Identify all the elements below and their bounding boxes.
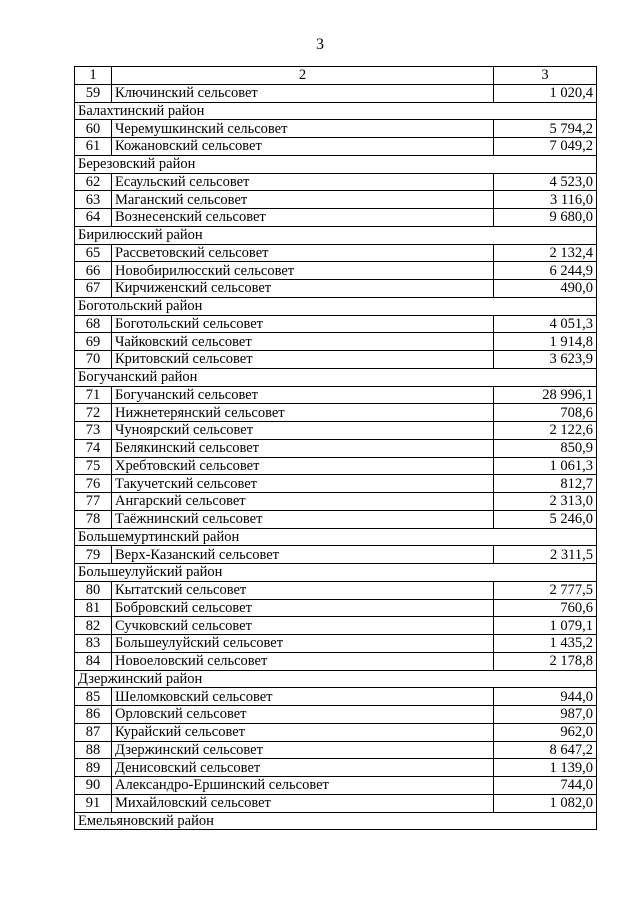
settlement-name: Дзержинский сельсовет — [112, 741, 494, 759]
amount-value: 2 122,6 — [494, 422, 597, 440]
table-row — [75, 759, 597, 777]
settlement-name: Кожановский сельсовет — [112, 138, 494, 156]
table-row — [75, 404, 597, 422]
row-number: 79 — [75, 546, 112, 564]
row-number: 89 — [75, 759, 112, 777]
settlement-name: Рассветовский сельсовет — [112, 244, 494, 262]
region-row — [75, 102, 597, 120]
row-number: 71 — [75, 386, 112, 404]
region-row — [75, 368, 597, 386]
amount-value: 2 132,4 — [494, 244, 597, 262]
table-row — [75, 351, 597, 369]
amount-value: 2 178,8 — [494, 652, 597, 670]
settlement-name: Новоеловский сельсовет — [112, 652, 494, 670]
amount-value: 9 680,0 — [494, 209, 597, 227]
table-row — [75, 741, 597, 759]
row-number: 67 — [75, 280, 112, 298]
row-number: 70 — [75, 351, 112, 369]
table-row — [75, 546, 597, 564]
amount-value: 2 777,5 — [494, 581, 597, 599]
table-row — [75, 510, 597, 528]
table-row — [75, 173, 597, 191]
settlement-name: Есаульский сельсовет — [112, 173, 494, 191]
settlement-name: Ангарский сельсовет — [112, 493, 494, 511]
settlement-name: Курайский сельсовет — [112, 723, 494, 741]
column-header-1: 1 — [75, 67, 112, 85]
amount-value: 1 139,0 — [494, 759, 597, 777]
region-name: Бирилюсский район — [75, 226, 597, 244]
table-row — [75, 315, 597, 333]
region-row — [75, 297, 597, 315]
region-row — [75, 226, 597, 244]
region-name: Богучанский район — [75, 368, 597, 386]
amount-value: 28 996,1 — [494, 386, 597, 404]
settlement-name: Кирчиженский сельсовет — [112, 280, 494, 298]
row-number: 62 — [75, 173, 112, 191]
settlement-name: Чуноярский сельсовет — [112, 422, 494, 440]
region-row — [75, 812, 597, 830]
settlement-name: Верх-Казанский сельсовет — [112, 546, 494, 564]
table-row — [75, 138, 597, 156]
table-row — [75, 191, 597, 209]
table-row — [75, 457, 597, 475]
table-row — [75, 439, 597, 457]
settlement-name: Такучетский сельсовет — [112, 475, 494, 493]
table-row — [75, 635, 597, 653]
amount-value: 5 794,2 — [494, 120, 597, 138]
row-number: 87 — [75, 723, 112, 741]
row-number: 65 — [75, 244, 112, 262]
settlement-name: Богучанский сельсовет — [112, 386, 494, 404]
table-body — [75, 67, 597, 830]
region-name: Боготольский район — [75, 297, 597, 315]
table-row — [75, 120, 597, 138]
table-row — [75, 475, 597, 493]
row-number: 60 — [75, 120, 112, 138]
settlement-name: Таёжнинский сельсовет — [112, 510, 494, 528]
row-number: 77 — [75, 493, 112, 511]
table-row — [75, 794, 597, 812]
settlement-name: Вознесенский сельсовет — [112, 209, 494, 227]
settlement-name: Кытатский сельсовет — [112, 581, 494, 599]
region-name: Емельяновский район — [75, 812, 597, 830]
region-name: Большемуртинский район — [75, 528, 597, 546]
amount-value: 3 116,0 — [494, 191, 597, 209]
amount-value: 708,6 — [494, 404, 597, 422]
table-row — [75, 777, 597, 795]
amount-value: 744,0 — [494, 777, 597, 795]
settlement-name: Орловский сельсовет — [112, 706, 494, 724]
row-number: 64 — [75, 209, 112, 227]
amount-value: 1 020,4 — [494, 84, 597, 102]
amount-value: 987,0 — [494, 706, 597, 724]
amount-value: 1 061,3 — [494, 457, 597, 475]
settlement-name: Черемушкинский сельсовет — [112, 120, 494, 138]
amount-value: 1 435,2 — [494, 635, 597, 653]
row-number: 91 — [75, 794, 112, 812]
table-row — [75, 706, 597, 724]
table-row — [75, 723, 597, 741]
table-row — [75, 688, 597, 706]
amount-value: 850,9 — [494, 439, 597, 457]
settlement-name: Бобровский сельсовет — [112, 599, 494, 617]
table-row — [75, 617, 597, 635]
amount-value: 1 079,1 — [494, 617, 597, 635]
region-name: Дзержинский район — [75, 670, 597, 688]
amount-value: 812,7 — [494, 475, 597, 493]
settlement-name: Шеломковский сельсовет — [112, 688, 494, 706]
settlement-name: Александро-Ершинский сельсовет — [112, 777, 494, 795]
column-header-3: 3 — [494, 67, 597, 85]
row-number: 61 — [75, 138, 112, 156]
region-row — [75, 528, 597, 546]
row-number: 68 — [75, 315, 112, 333]
row-number: 80 — [75, 581, 112, 599]
row-number: 74 — [75, 439, 112, 457]
region-row — [75, 155, 597, 173]
settlement-name: Большеулуйский сельсовет — [112, 635, 494, 653]
amount-value: 6 244,9 — [494, 262, 597, 280]
settlement-name: Маганский сельсовет — [112, 191, 494, 209]
table-row — [75, 209, 597, 227]
table-row — [75, 599, 597, 617]
row-number: 90 — [75, 777, 112, 795]
amount-value: 4 523,0 — [494, 173, 597, 191]
settlement-name: Сучковский сельсовет — [112, 617, 494, 635]
table-row — [75, 244, 597, 262]
row-number: 66 — [75, 262, 112, 280]
settlement-name: Чайковский сельсовет — [112, 333, 494, 351]
row-number: 85 — [75, 688, 112, 706]
amount-value: 490,0 — [494, 280, 597, 298]
row-number: 63 — [75, 191, 112, 209]
settlement-name: Белякинский сельсовет — [112, 439, 494, 457]
region-row — [75, 564, 597, 582]
amount-value: 962,0 — [494, 723, 597, 741]
row-number: 69 — [75, 333, 112, 351]
table-row — [75, 84, 597, 102]
amount-value: 8 647,2 — [494, 741, 597, 759]
table-row — [75, 333, 597, 351]
settlement-name: Боготольский сельсовет — [112, 315, 494, 333]
settlement-name: Нижнетерянский сельсовет — [112, 404, 494, 422]
row-number: 83 — [75, 635, 112, 653]
row-number: 78 — [75, 510, 112, 528]
column-header-2: 2 — [112, 67, 494, 85]
row-number: 73 — [75, 422, 112, 440]
amount-value: 944,0 — [494, 688, 597, 706]
table-row — [75, 493, 597, 511]
row-number: 72 — [75, 404, 112, 422]
amount-value: 4 051,3 — [494, 315, 597, 333]
settlement-name: Денисовский сельсовет — [112, 759, 494, 777]
table-row — [75, 652, 597, 670]
row-number: 84 — [75, 652, 112, 670]
region-row — [75, 670, 597, 688]
amount-value: 3 623,9 — [494, 351, 597, 369]
amount-value: 1 914,8 — [494, 333, 597, 351]
amount-value: 7 049,2 — [494, 138, 597, 156]
settlement-name: Ключинский сельсовет — [112, 84, 494, 102]
page-number: 3 — [316, 36, 324, 53]
table-row — [75, 422, 597, 440]
amount-value: 1 082,0 — [494, 794, 597, 812]
settlement-name: Новобирилюсский сельсовет — [112, 262, 494, 280]
table-row — [75, 386, 597, 404]
region-name: Березовский район — [75, 155, 597, 173]
settlement-name: Критовский сельсовет — [112, 351, 494, 369]
settlement-name: Михайловский сельсовет — [112, 794, 494, 812]
settlement-name: Хребтовский сельсовет — [112, 457, 494, 475]
row-number: 81 — [75, 599, 112, 617]
row-number: 86 — [75, 706, 112, 724]
amount-value: 760,6 — [494, 599, 597, 617]
row-number: 75 — [75, 457, 112, 475]
amount-value: 2 311,5 — [494, 546, 597, 564]
budget-table — [74, 66, 597, 830]
table-row — [75, 280, 597, 298]
table-row — [75, 581, 597, 599]
row-number: 59 — [75, 84, 112, 102]
table-header-row — [75, 67, 597, 85]
table-row — [75, 262, 597, 280]
row-number: 76 — [75, 475, 112, 493]
amount-value: 2 313,0 — [494, 493, 597, 511]
region-name: Большеулуйский район — [75, 564, 597, 582]
row-number: 88 — [75, 741, 112, 759]
amount-value: 5 246,0 — [494, 510, 597, 528]
row-number: 82 — [75, 617, 112, 635]
region-name: Балахтинский район — [75, 102, 597, 120]
